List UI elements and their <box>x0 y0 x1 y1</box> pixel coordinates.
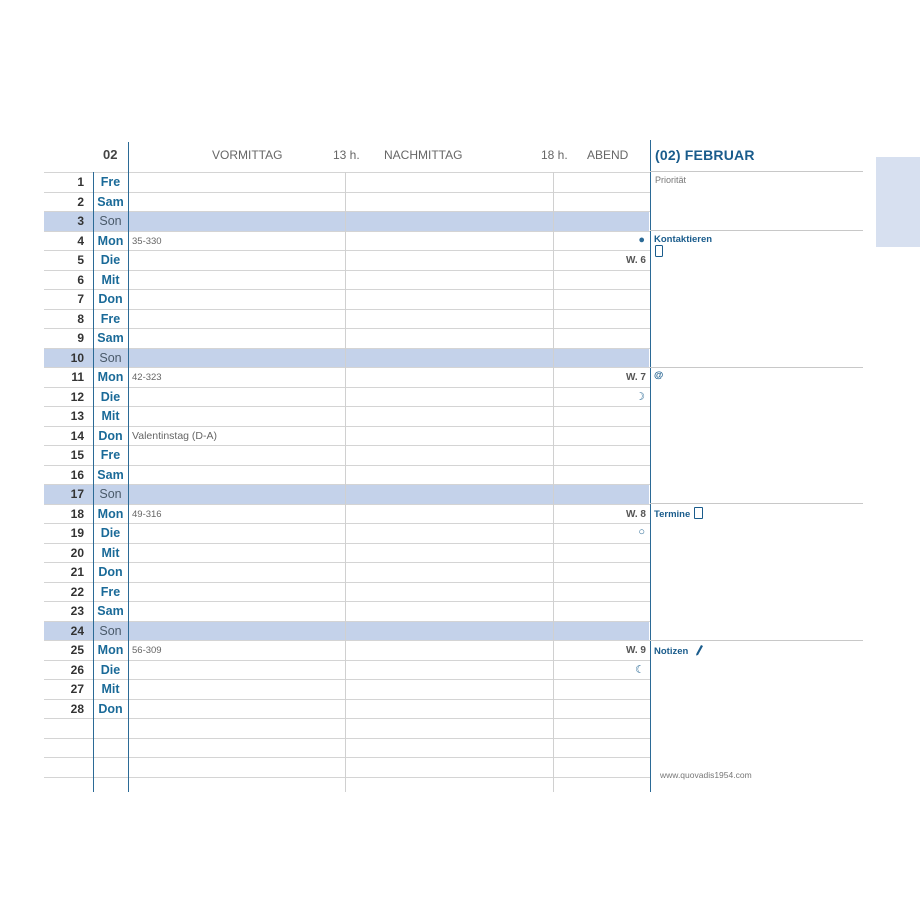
day-number: 4 <box>77 233 84 248</box>
pen-icon <box>694 644 704 656</box>
panel-divider <box>650 503 863 504</box>
day-name: Mon <box>97 506 124 521</box>
day-name: Sam <box>97 194 124 209</box>
title-underline <box>650 171 863 172</box>
day-row[interactable] <box>44 679 649 699</box>
day-number: 9 <box>77 331 84 345</box>
row-rule <box>44 601 650 602</box>
day-name: Don <box>98 701 123 716</box>
day-of-year-note: 56-309 <box>132 645 162 656</box>
week-number: W. 6 <box>625 255 646 266</box>
day-row[interactable] <box>44 484 649 504</box>
day-name: Son <box>99 214 122 228</box>
day-number: 25 <box>70 643 84 657</box>
row-rule <box>44 465 650 466</box>
day-row[interactable] <box>44 172 649 192</box>
header-time-18: 18 h. <box>541 148 568 162</box>
row-rule <box>44 348 650 349</box>
day-row[interactable] <box>44 582 649 602</box>
row-rule <box>44 309 650 310</box>
day-name: Mit <box>101 409 120 423</box>
row-rule <box>44 192 650 193</box>
panel-divider <box>650 230 863 231</box>
day-row[interactable] <box>44 289 649 309</box>
row-rule <box>44 562 650 563</box>
row-rule <box>44 231 650 232</box>
day-number: 12 <box>70 389 84 404</box>
day-row[interactable] <box>44 660 649 680</box>
day-name: Mon <box>97 370 124 384</box>
day-name: Fre <box>100 584 121 599</box>
row-rule <box>44 328 650 329</box>
day-number: 14 <box>70 428 84 443</box>
day-of-year-note: 49-316 <box>132 508 162 520</box>
day-number: 20 <box>70 545 84 560</box>
column-rule <box>128 142 129 792</box>
day-row[interactable] <box>44 699 649 719</box>
month-number: 02 <box>103 147 118 162</box>
day-number: 15 <box>70 448 84 462</box>
day-number: 6 <box>77 272 84 287</box>
day-row[interactable] <box>44 211 649 231</box>
day-name: Son <box>99 350 122 365</box>
day-number: 21 <box>70 565 84 579</box>
notizen-label: Notizen <box>654 646 689 657</box>
row-rule <box>44 777 650 778</box>
row-rule <box>44 582 650 583</box>
row-rule <box>44 738 650 739</box>
day-number: 7 <box>77 292 84 306</box>
row-rule <box>44 699 650 700</box>
day-number: 24 <box>70 623 84 638</box>
day-number: 18 <box>70 506 84 521</box>
day-number: 2 <box>77 194 84 209</box>
day-name: Don <box>98 428 123 443</box>
day-name: Mit <box>101 545 120 560</box>
kontaktieren-label: Kontaktieren <box>654 234 713 245</box>
day-row[interactable] <box>44 387 649 407</box>
day-row[interactable] <box>44 523 649 543</box>
day-number: 8 <box>77 311 84 326</box>
day-number: 22 <box>70 584 84 599</box>
day-number: 5 <box>77 253 84 267</box>
day-name: Son <box>99 487 122 501</box>
day-number: 26 <box>70 662 84 677</box>
header-abend: ABEND <box>587 148 629 162</box>
row-rule <box>44 660 650 661</box>
day-row[interactable] <box>44 328 649 348</box>
day-number: 19 <box>70 526 84 540</box>
day-row[interactable] <box>44 192 649 212</box>
panel-divider <box>650 367 863 368</box>
row-rule <box>44 172 650 173</box>
side-tab[interactable] <box>876 157 920 247</box>
moon-phase-icon: ☽ <box>635 390 645 403</box>
day-name: Die <box>100 389 121 404</box>
day-row[interactable] <box>44 465 649 485</box>
week-number: W. 8 <box>625 508 646 520</box>
column-rule <box>553 172 554 792</box>
day-row[interactable] <box>44 270 649 290</box>
day-number: 16 <box>70 467 84 482</box>
day-row[interactable] <box>44 445 649 465</box>
day-number: 3 <box>77 214 84 228</box>
day-name: Mon <box>97 233 124 248</box>
row-rule <box>44 621 650 622</box>
day-row[interactable] <box>44 250 649 270</box>
day-row[interactable] <box>44 543 649 563</box>
day-number: 10 <box>70 350 84 365</box>
day-number: 1 <box>77 175 84 189</box>
moon-phase-icon: ● <box>638 233 645 246</box>
week-number: W. 7 <box>625 372 646 383</box>
phone-icon <box>655 245 663 257</box>
email-symbol: @ <box>654 370 664 381</box>
day-row[interactable] <box>44 406 649 426</box>
row-rule <box>44 679 650 680</box>
day-row[interactable] <box>44 640 649 660</box>
day-name: Fre <box>100 311 121 326</box>
moon-phase-icon: ☾ <box>635 663 645 676</box>
row-rule <box>44 367 650 368</box>
day-name: Sam <box>97 467 124 482</box>
column-rule <box>345 172 346 792</box>
day-number: 27 <box>70 682 84 696</box>
day-number: 11 <box>71 370 84 384</box>
moon-phase-icon: ○ <box>638 526 645 538</box>
day-of-year-note: 42-323 <box>132 372 162 383</box>
row-rule <box>44 387 650 388</box>
holiday-note: Valentinstag (D-A) <box>132 429 218 442</box>
row-rule <box>44 504 650 505</box>
row-rule <box>44 523 650 524</box>
day-row[interactable] <box>44 231 649 251</box>
day-row[interactable] <box>44 309 649 329</box>
day-number: 28 <box>70 701 84 716</box>
header-time-13: 13 h. <box>333 148 360 162</box>
day-name: Die <box>100 526 121 540</box>
day-name: Die <box>100 253 121 267</box>
row-rule <box>44 718 650 719</box>
notizen-section <box>654 644 704 657</box>
row-rule <box>44 211 650 212</box>
day-name: Sam <box>97 331 124 345</box>
day-name: Fre <box>100 448 121 462</box>
day-name: Son <box>99 623 122 638</box>
month-title: (02) FEBRUAR <box>655 147 755 163</box>
day-name: Mit <box>101 682 120 696</box>
week-number: W. 9 <box>625 645 646 656</box>
day-name: Fre <box>100 175 121 189</box>
day-row[interactable] <box>44 367 649 387</box>
column-rule <box>93 172 94 792</box>
row-rule <box>44 250 650 251</box>
row-rule <box>44 640 650 641</box>
day-row[interactable] <box>44 348 649 368</box>
day-row[interactable] <box>44 621 649 641</box>
row-rule <box>44 484 650 485</box>
row-rule <box>44 426 650 427</box>
day-name: Mit <box>101 272 120 287</box>
day-name: Mon <box>97 643 124 657</box>
row-rule <box>44 543 650 544</box>
day-name: Don <box>98 292 123 306</box>
header-nachmittag: NACHMITTAG <box>384 148 463 162</box>
day-number: 17 <box>70 487 84 501</box>
row-rule <box>44 406 650 407</box>
prioritaet-label: Priorität <box>655 175 687 185</box>
column-rule <box>650 140 651 792</box>
day-name: Don <box>98 565 123 579</box>
row-rule <box>44 445 650 446</box>
day-number: 23 <box>70 604 84 618</box>
termine-section <box>654 507 703 520</box>
panel-divider <box>650 640 863 641</box>
day-of-year-note: 35-330 <box>132 235 162 247</box>
termine-label: Termine <box>654 509 691 520</box>
day-name: Die <box>100 662 121 677</box>
header-vormittag: VORMITTAG <box>212 148 283 162</box>
day-row[interactable] <box>44 426 649 446</box>
row-rule <box>44 289 650 290</box>
day-row[interactable] <box>44 504 649 524</box>
day-row[interactable] <box>44 562 649 582</box>
day-row[interactable] <box>44 601 649 621</box>
day-number: 13 <box>70 409 84 423</box>
row-rule <box>44 270 650 271</box>
day-name: Sam <box>97 604 124 618</box>
document-icon <box>694 507 703 519</box>
website-url[interactable]: www.quovadis1954.com <box>660 770 752 780</box>
row-rule <box>44 757 650 758</box>
